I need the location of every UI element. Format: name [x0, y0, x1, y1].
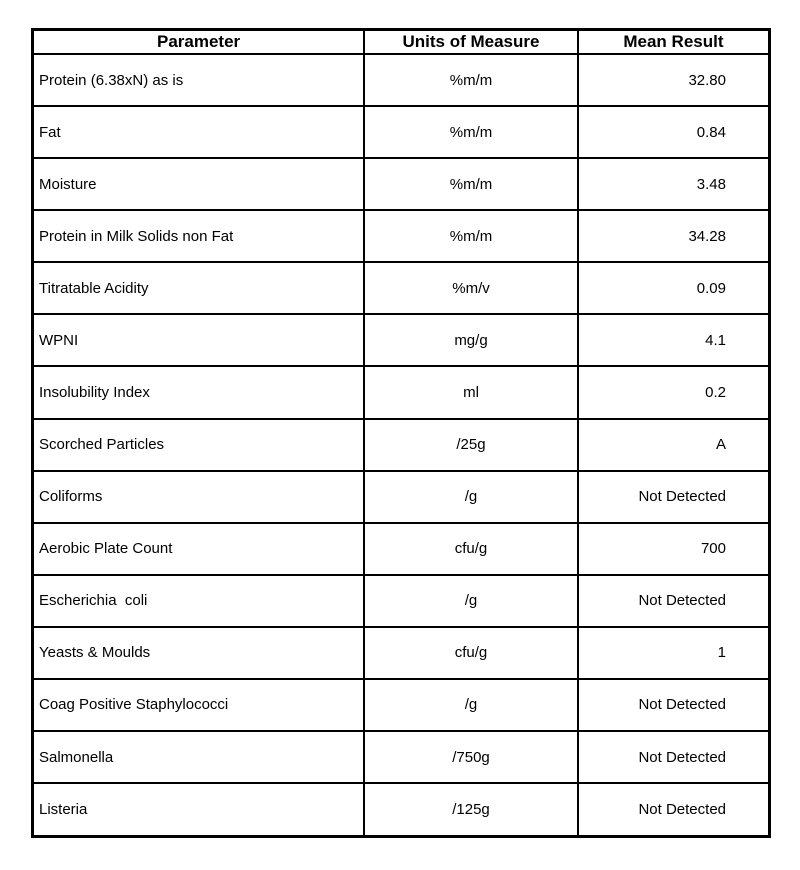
- table-row: [33, 627, 770, 679]
- table-row: [33, 419, 770, 471]
- parameter-cell: Listeria: [33, 783, 365, 836]
- parameter-cell: Fat: [33, 106, 365, 158]
- parameter-cell: WPNI: [33, 314, 365, 366]
- column-header-units: Units of Measure: [364, 30, 578, 55]
- result-cell: Not Detected: [578, 783, 770, 836]
- table-row: [33, 679, 770, 731]
- result-cell: 700: [578, 523, 770, 575]
- column-header-parameter: Parameter: [33, 30, 365, 55]
- parameter-cell: Scorched Particles: [33, 419, 365, 471]
- result-cell: 4.1: [578, 314, 770, 366]
- table-row: [33, 523, 770, 575]
- parameter-cell: Protein in Milk Solids non Fat: [33, 210, 365, 262]
- units-cell: mg/g: [364, 314, 578, 366]
- units-cell: cfu/g: [364, 627, 578, 679]
- table-row: [33, 106, 770, 158]
- table-row: [33, 783, 770, 836]
- units-cell: %m/m: [364, 106, 578, 158]
- units-cell: /g: [364, 575, 578, 627]
- result-cell: Not Detected: [578, 731, 770, 783]
- table-row: [33, 314, 770, 366]
- units-cell: ml: [364, 366, 578, 418]
- table-row: [33, 575, 770, 627]
- table-row: [33, 54, 770, 106]
- result-cell: 0.84: [578, 106, 770, 158]
- parameter-cell: Aerobic Plate Count: [33, 523, 365, 575]
- parameter-cell: Salmonella: [33, 731, 365, 783]
- table-row: [33, 210, 770, 262]
- column-header-mean-result: Mean Result: [578, 30, 770, 55]
- parameter-cell: Moisture: [33, 158, 365, 210]
- result-cell: 3.48: [578, 158, 770, 210]
- units-cell: /g: [364, 471, 578, 523]
- result-cell: 0.09: [578, 262, 770, 314]
- parameter-cell: Coag Positive Staphylococci: [33, 679, 365, 731]
- units-cell: cfu/g: [364, 523, 578, 575]
- units-cell: /125g: [364, 783, 578, 836]
- table-row: [33, 471, 770, 523]
- results-table-body: [33, 54, 770, 837]
- results-table-head: [33, 30, 770, 55]
- units-cell: %m/m: [364, 158, 578, 210]
- parameter-cell: Yeasts & Moulds: [33, 627, 365, 679]
- units-cell: %m/v: [364, 262, 578, 314]
- table-row: [33, 731, 770, 783]
- units-cell: /g: [364, 679, 578, 731]
- units-cell: %m/m: [364, 210, 578, 262]
- parameter-cell: Insolubility Index: [33, 366, 365, 418]
- units-cell: /750g: [364, 731, 578, 783]
- result-cell: 1: [578, 627, 770, 679]
- result-cell: 32.80: [578, 54, 770, 106]
- result-cell: Not Detected: [578, 679, 770, 731]
- result-cell: A: [578, 419, 770, 471]
- units-cell: %m/m: [364, 54, 578, 106]
- parameter-cell: Titratable Acidity: [33, 262, 365, 314]
- parameter-cell: Coliforms: [33, 471, 365, 523]
- table-row: [33, 158, 770, 210]
- result-cell: Not Detected: [578, 471, 770, 523]
- result-cell: Not Detected: [578, 575, 770, 627]
- parameter-cell: Escherichia coli: [33, 575, 365, 627]
- table-row: [33, 262, 770, 314]
- result-cell: 0.2: [578, 366, 770, 418]
- result-cell: 34.28: [578, 210, 770, 262]
- units-cell: /25g: [364, 419, 578, 471]
- header-row: [33, 30, 770, 55]
- parameter-cell: Protein (6.38xN) as is: [33, 54, 365, 106]
- results-table: [31, 28, 771, 838]
- table-row: [33, 366, 770, 418]
